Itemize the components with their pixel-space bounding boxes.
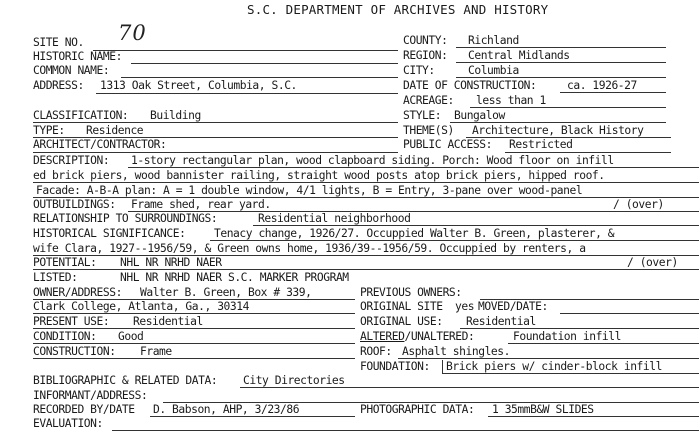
date-value: ca. 1926-27 bbox=[567, 79, 637, 92]
county-value: Richland bbox=[468, 34, 519, 47]
region-label: REGION: bbox=[403, 49, 448, 62]
foundation-value: Brick piers w/ cinder-block infill bbox=[446, 360, 662, 373]
classification-label: CLASSIFICATION: bbox=[33, 109, 129, 122]
potential-rule bbox=[33, 269, 699, 270]
date-label: DATE OF CONSTRUCTION: bbox=[403, 79, 537, 92]
condition-value: Good bbox=[118, 330, 144, 343]
site-no-label: SITE NO. bbox=[33, 36, 84, 49]
condition-label: CONDITION: bbox=[33, 330, 97, 343]
moved-date-rule bbox=[560, 313, 699, 314]
potential-options: NHL NR NRHD NAER bbox=[120, 256, 222, 269]
bibliographic-value: City Directories bbox=[243, 374, 345, 387]
outbuildings-value: Frame shed, rear yard. bbox=[131, 198, 271, 211]
address-line bbox=[96, 93, 398, 94]
classification-line bbox=[33, 122, 398, 123]
outbuildings-label: OUTBUILDINGS: bbox=[33, 198, 116, 211]
foundation-rule bbox=[442, 373, 699, 374]
date-line bbox=[560, 92, 666, 93]
construction-rule bbox=[33, 358, 355, 359]
altered-label bbox=[360, 331, 474, 343]
historic-name-label: HISTORIC NAME: bbox=[33, 50, 122, 63]
historic-name-line bbox=[131, 63, 398, 64]
owner-line-2: Clark College, Atlanta, Ga., 30314 bbox=[33, 300, 249, 313]
description-line-1: 1-story rectangular plan, wood clapboard siding. Porch: Wood floor on infill bbox=[131, 154, 614, 167]
theme-value: Architecture, Black History bbox=[472, 124, 644, 137]
original-use-label: ORIGINAL USE: bbox=[360, 315, 443, 328]
informant-label: INFORMANT/ADDRESS: bbox=[33, 389, 148, 402]
present-use-value: Residential bbox=[133, 315, 203, 328]
address-value: 1313 Oak Street, Columbia, S.C. bbox=[100, 79, 297, 92]
description-line-2: ed brick piers, wood bannister railing, straight wood posts atop brick piers, hipped roof. bbox=[33, 169, 605, 182]
foundation-label: FOUNDATION: bbox=[360, 360, 430, 373]
bibliographic-rule bbox=[240, 387, 699, 388]
recorded-value: D. Babson, AHP, 3/23/86 bbox=[153, 403, 300, 416]
evaluation-rule bbox=[112, 430, 699, 431]
region-line bbox=[456, 62, 666, 63]
photo-rule bbox=[488, 416, 699, 417]
moved-date-label: MOVED/DATE: bbox=[478, 300, 548, 313]
type-value: Residence bbox=[86, 124, 144, 137]
county-label: COUNTY: bbox=[403, 34, 448, 47]
potential-over: / (over) bbox=[627, 256, 678, 269]
construction-label: CONSTRUCTION: bbox=[33, 345, 116, 358]
style-value: Bungalow bbox=[454, 109, 505, 122]
public-access-label: PUBLIC ACCESS: bbox=[403, 138, 492, 151]
city-label: CITY: bbox=[403, 64, 435, 77]
present-use-label: PRESENT USE: bbox=[33, 315, 110, 328]
significance-line-1-rule bbox=[210, 240, 699, 241]
outbuildings-over: / (over) bbox=[613, 198, 664, 211]
owner-line-2-rule bbox=[33, 313, 355, 314]
owner-line-1: Walter B. Green, Box # 339, bbox=[140, 286, 312, 299]
region-value: Central Midlands bbox=[468, 49, 570, 62]
altered-rule bbox=[508, 343, 699, 344]
photo-label: PHOTOGRAPHIC DATA: bbox=[360, 403, 475, 416]
public-access-line bbox=[505, 152, 671, 153]
description-line-1-rule bbox=[128, 167, 699, 168]
architect-line bbox=[33, 152, 398, 153]
roof-rule bbox=[398, 358, 699, 359]
relationship-rule bbox=[253, 225, 699, 226]
theme-label: THEME(S) bbox=[403, 124, 454, 137]
architect-label: ARCHITECT/CONTRACTOR: bbox=[33, 138, 167, 151]
acreage-line bbox=[470, 107, 666, 108]
photo-value: 1 35mmB&W SLIDES bbox=[492, 403, 594, 416]
listed-label: LISTED: bbox=[33, 271, 78, 284]
public-access-value: Restricted bbox=[509, 138, 573, 151]
common-name-label: COMMON NAME: bbox=[33, 64, 110, 77]
site-no-line bbox=[93, 50, 398, 51]
recorded-rule bbox=[150, 416, 355, 417]
significance-label: HISTORICAL SIGNIFICANCE: bbox=[33, 227, 186, 240]
acreage-label: ACREAGE: bbox=[403, 94, 454, 107]
recorded-label: RECORDED BY/DATE bbox=[33, 403, 135, 416]
roof-value: Asphalt shingles. bbox=[402, 345, 510, 358]
form-title: S.C. DEPARTMENT OF ARCHIVES AND HISTORY bbox=[247, 2, 549, 17]
roof-label: ROOF: bbox=[360, 345, 392, 358]
type-label: TYPE: bbox=[33, 124, 65, 137]
construction-value: Frame bbox=[140, 345, 172, 358]
original-site-label: ORIGINAL SITE bbox=[360, 300, 443, 313]
original-use-rule bbox=[460, 328, 699, 329]
previous-owners-label: PREVIOUS OWNERS: bbox=[360, 286, 462, 299]
unaltered-text: /UNALTERED: bbox=[404, 330, 475, 343]
altered-underlined: ALTERED bbox=[360, 330, 405, 343]
county-line bbox=[456, 47, 666, 48]
acreage-value: less than 1 bbox=[476, 94, 546, 107]
style-label: STYLE: bbox=[403, 109, 442, 122]
altered-value: Foundation infill bbox=[513, 330, 621, 343]
significance-line-2: wife Clara, 1927--1956/59, & Green owns home, 1936/39--1956/59. Occuppied by renters, a bbox=[33, 242, 586, 255]
classification-value: Building bbox=[150, 109, 201, 122]
foundation-box-side bbox=[442, 360, 443, 374]
description-line-3: Facade: A-B-A plan: A = 1 double window, 4/1 lights, B = Entry, 3-pane over wood-panel bbox=[36, 184, 583, 197]
site-no-value: 70 bbox=[118, 21, 147, 45]
description-label: DESCRIPTION: bbox=[33, 154, 110, 167]
relationship-value: Residential neighborhood bbox=[258, 212, 411, 225]
condition-rule bbox=[33, 343, 355, 344]
original-site-value: yes bbox=[455, 300, 475, 313]
significance-line-1: Tenacy change, 1926/27. Occuppied Walter B. Green, plasterer, & bbox=[214, 227, 615, 240]
relationship-label: RELATIONSHIP TO SURROUNDINGS: bbox=[33, 212, 218, 225]
evaluation-label: EVALUATION: bbox=[33, 417, 103, 430]
bibliographic-label: BIBLIOGRAPHIC & RELATED DATA: bbox=[33, 374, 218, 387]
description-line-2-rule bbox=[33, 182, 699, 183]
owner-label: OWNER/ADDRESS: bbox=[33, 286, 122, 299]
address-label: ADDRESS: bbox=[33, 79, 84, 92]
potential-label: POTENTIAL: bbox=[33, 256, 97, 269]
style-line bbox=[450, 122, 666, 123]
city-value: Columbia bbox=[468, 64, 519, 77]
original-use-value: Residential bbox=[466, 315, 536, 328]
common-name-line bbox=[121, 77, 398, 78]
city-line bbox=[456, 77, 666, 78]
listed-options: NHL NR NRHD NAER S.C. MARKER PROGRAM bbox=[120, 271, 349, 284]
present-use-rule bbox=[33, 328, 355, 329]
